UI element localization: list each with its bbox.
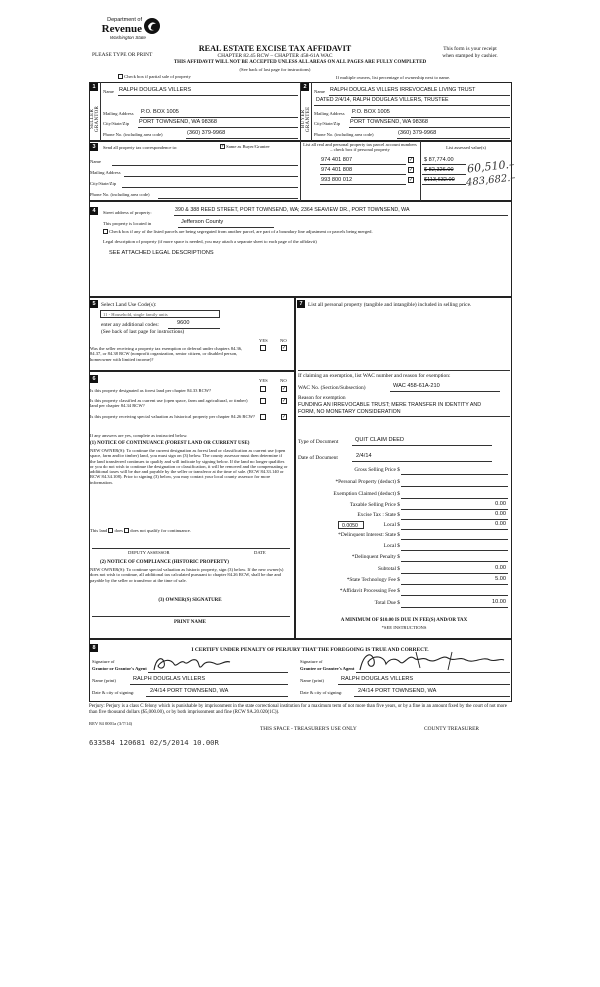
buyer-name-field-1[interactable]: RALPH DOUGLAS VILLERS IRREVOCABLE LIVING TRUST xyxy=(330,87,476,93)
seller-city-field[interactable]: PORT TOWNSEND, WA 98368 xyxy=(139,119,218,125)
tax-line-label-2: Exemption Claimed (deduct) $ xyxy=(333,491,400,497)
same-as-buyer-row xyxy=(220,144,270,149)
additional-codes-field[interactable]: 9600 xyxy=(177,320,190,326)
tax-line-label-11: *Affidavit Processing Fee $ xyxy=(339,588,400,594)
owner-signature-label: (3) OWNER(S) SIGNATURE xyxy=(158,598,222,603)
grantee-name-label: Name (print) xyxy=(300,678,324,683)
buyer-name-field-2[interactable]: DATED 2/4/14, RALPH DOUGLAS VILLERS, TRUSTEE xyxy=(316,97,449,103)
street-address-field[interactable]: 390 & 388 REED STREET, PORT TOWNSEND, WA; 2364 SEAVIEW DR., PORT TOWNSEND, WA xyxy=(175,207,410,213)
buyer-city-label: City/State/Zip xyxy=(314,121,341,126)
personal-property-label: List all personal property (tangible and intangible) included in selling price. xyxy=(308,302,472,308)
section-7-number: 7 xyxy=(297,300,305,308)
buyer-phone-label: Phone No. (including area code) xyxy=(314,132,374,137)
tax-line-label-0: Gross Selling Price $ xyxy=(354,467,400,473)
s5-yes-header: YES xyxy=(259,338,268,343)
tax-line-label-1: *Personal Property (deduct) $ xyxy=(335,479,400,485)
seller-phone-field[interactable]: (360) 379-9968 xyxy=(187,130,226,136)
q2-no-checkbox[interactable]: ✓ xyxy=(282,398,287,404)
receipt-note-1: This form is your receipt xyxy=(443,46,497,52)
qualify-label: qualify for continuance. xyxy=(146,528,191,533)
s5-no-checkbox[interactable]: ✓ xyxy=(282,345,287,351)
treasurer-only-label: THIS SPACE - TREASURER'S USE ONLY xyxy=(260,726,357,732)
s6-yes-header: YES xyxy=(259,378,268,383)
doc-type-field[interactable]: QUIT CLAIM DEED xyxy=(355,437,405,443)
form-warning: THIS AFFIDAVIT WILL NOT BE ACCEPTED UNLESS ALL AREAS ON ALL PAGES ARE FULLY COMPLETED xyxy=(173,60,427,65)
logo-text-revenue: Revenue xyxy=(101,23,142,35)
seller-name-field[interactable]: RALPH DOUGLAS VILLERS xyxy=(119,87,192,93)
additional-codes-label: enter any additional codes: xyxy=(101,322,159,328)
current-use-question: Is this property classified as current use (open space, farm and agricultural, or timber) land per chapter 84.34 RCW? xyxy=(90,398,248,409)
assessed-value-2[interactable]: $ 82,326.00 xyxy=(424,167,454,173)
tax-line-value-12[interactable]: 10.00 xyxy=(492,599,506,605)
parcel-2-personal-checkbox[interactable]: ✓ xyxy=(409,167,414,173)
s5-yes-checkbox[interactable] xyxy=(260,345,266,351)
grantee-signature-icon xyxy=(356,648,506,674)
this-land-label: This land xyxy=(90,528,108,533)
doc-date-label: Date of Document xyxy=(298,455,338,461)
buyer-mailing-field[interactable]: P.O. BOX 1005 xyxy=(352,109,390,115)
partial-sale-row xyxy=(118,74,191,79)
tax-line-label-4: Excise Tax : State $ xyxy=(357,512,400,518)
wac-label: WAC No. (Section/Subsection) xyxy=(298,385,366,391)
seller-mailing-label: Mailing Address xyxy=(103,111,134,116)
land-use-select[interactable] xyxy=(100,310,220,318)
buyer-city-field[interactable]: PORT TOWNSEND, WA 98368 xyxy=(350,119,429,125)
buyer-name-label: Name xyxy=(314,89,325,94)
tax-line-value-4[interactable]: 0.00 xyxy=(495,511,506,517)
rev-number: REV 84 0001a (3/7/14) xyxy=(89,721,133,726)
section-4-number: 4 xyxy=(90,207,98,215)
section-3-number: 3 xyxy=(90,143,98,151)
tax-line-label-10: *State Technology Fee $ xyxy=(346,577,400,583)
tax-line-value-9[interactable]: 0.00 xyxy=(495,565,506,571)
assessed-value-3[interactable]: $113,632.00 xyxy=(424,177,455,183)
handwritten-value-1: 60,510.– xyxy=(466,157,516,176)
s3-phone-label: Phone No. (including area code) xyxy=(90,192,150,197)
buyer-side-label: BUYER GRANTEE xyxy=(301,106,311,132)
tax-line-value-10[interactable]: 5.00 xyxy=(495,576,506,582)
compliance-text: NEW OWNER(S): To continue special valuation as historic property, sign (3) below. If the new owner(s) does not wish to continue, all additional tax calculated pursuant to chapter 84.26 RCW, shall be due and payable by the seller or transferor at the time of sale. xyxy=(90,567,284,583)
same-as-buyer-checkbox[interactable]: ✓ xyxy=(221,144,226,150)
tax-line-value-5[interactable]: 0.00 xyxy=(495,521,506,527)
minimum-due-note: A MINIMUM OF $10.00 IS DUE IN FEE(S) AND/OR TAX xyxy=(340,618,468,623)
receipt-note-2: when stamped by cashier. xyxy=(442,53,498,59)
grantor-signature-icon xyxy=(150,652,234,674)
forest-land-question: Is this property designated as forest land per chapter 84.33 RCW? xyxy=(90,388,212,393)
deputy-assessor-label: DEPUTY ASSESSOR xyxy=(128,550,170,555)
cashier-stamp: 633584 120681 02/5/2014 10.00R xyxy=(89,738,219,747)
local-rate-value: 0.0050 xyxy=(342,522,358,529)
seller-side-label: SELLER GRANTOR xyxy=(90,105,100,133)
section-8-number: 8 xyxy=(90,644,98,652)
tax-line-label-12: Total Due $ xyxy=(374,600,400,606)
located-in-label: This property is located in xyxy=(103,221,152,226)
parcel-number-2[interactable]: 974 401 808 xyxy=(321,167,353,173)
form-chapters: CHAPTER 82.45 RCW – CHAPTER 458-61A WAC xyxy=(217,53,333,59)
section-6-number: 6 xyxy=(90,375,98,383)
seller-mailing-field[interactable]: P.O. BOX 1005 xyxy=(141,109,179,115)
grantor-label: Grantor or Grantor's Agent xyxy=(92,666,147,671)
seller-phone-label: Phone No. (including area code) xyxy=(103,132,163,137)
tax-line-label-3: Taxable Selling Price $ xyxy=(349,502,400,508)
grantee-date-label: Date & city of signing: xyxy=(300,690,343,695)
reason-label: Reason for exemption xyxy=(298,395,346,401)
s6-no-header: NO xyxy=(280,378,287,383)
does-not-label: does not xyxy=(130,528,146,533)
continuance-row xyxy=(90,528,191,533)
q1-yes-checkbox[interactable] xyxy=(260,386,266,392)
local-rate-box[interactable] xyxy=(338,521,364,529)
land-use-see-back: (See back of last page for instructions) xyxy=(101,329,185,335)
boundary-checkbox[interactable] xyxy=(103,229,108,234)
land-use-label: Select Land Use Code(s): xyxy=(101,302,157,308)
continuance-text: NEW OWNER(S): To continue the current designation as forest land or classification as current use (open space, farm and/or timber) land, you must sign on (3) below. The county assessor must then determine if the land transferred continues to qualify and will indicate by signing below. If the land no longer qualifies or you do not wish to continue the designation or classification, it will be removed and the compensating or additional taxes will be due and payable by the seller or transferor at the time of sale. (RCW 84.33.140 or RCW 84.34.108). Prior to signing (3) below, you may contact your local county assessor for more information. xyxy=(90,448,288,485)
s5-no-header: NO xyxy=(280,338,287,343)
does-checkbox[interactable] xyxy=(108,528,113,533)
logo-text-washington: Washington State xyxy=(109,35,146,40)
section-2-number: 2 xyxy=(301,83,309,91)
parcel-number-3[interactable]: 993 800 012 xyxy=(321,177,353,183)
q2-yes-checkbox[interactable] xyxy=(260,398,266,404)
grantee-date-field[interactable]: 2/4/14 PORT TOWNSEND, WA xyxy=(358,688,437,694)
county-treasurer-label: COUNTY TREASURER xyxy=(424,726,479,732)
tax-line-label-9: Subtotal $ xyxy=(377,566,400,572)
partial-sale-checkbox[interactable] xyxy=(118,74,123,79)
grantee-name-field[interactable]: RALPH DOUGLAS VILLERS xyxy=(341,676,414,682)
parcel-number-1[interactable]: 974 401 807 xyxy=(321,157,353,163)
multiple-owners-note: If multiple owners, list percentage of ownership next to name. xyxy=(336,75,451,80)
grantee-sig-label: Signature of xyxy=(300,659,323,664)
q3-yes-checkbox[interactable] xyxy=(260,414,266,420)
legal-description-label: Legal description of property (if more space is needed, you may attach a separate sheet to each page of the affidavit) xyxy=(103,239,317,244)
grantor-date-field[interactable]: 2/4/14 PORT TOWNSEND, WA xyxy=(150,688,229,694)
grantor-name-label: Name (print) xyxy=(92,678,116,683)
print-name-label: PRINT NAME xyxy=(174,620,206,625)
grantor-name-field[interactable]: RALPH DOUGLAS VILLERS xyxy=(133,676,206,682)
grantor-date-label: Date & city of signing: xyxy=(92,690,135,695)
county-field[interactable]: Jefferson County xyxy=(181,219,224,225)
exemption-question: Was the seller receiving a property tax exemption or deferral under chapters 84.36, 84.37, or 84.38 RCW (nonprofit organization, senior citizen, or disabled person, homeowner with limited income)? xyxy=(90,346,243,362)
reason-field-2[interactable]: FORM, NO MONETARY CONSIDERATION xyxy=(298,409,401,415)
continuance-title: (1) NOTICE OF CONTINUANCE (FOREST LAND OR CURRENT USE) xyxy=(90,441,250,446)
section-1-number: 1 xyxy=(90,83,98,91)
see-instructions-note: *SEE INSTRUCTIONS xyxy=(381,625,427,630)
wac-field[interactable]: WAC 458-61A-210 xyxy=(393,383,440,389)
doc-type-label: Type of Document xyxy=(298,439,339,445)
parcel-header: List all real and personal property tax parcel account numbers – check box if personal property xyxy=(303,142,417,153)
tax-line-label-8: *Delinquent Penalty $ xyxy=(351,554,400,560)
boundary-row xyxy=(103,229,508,234)
street-address-label: Street address of property: xyxy=(103,210,152,215)
s3-mailing-label: Mailing Address xyxy=(90,170,121,175)
doc-date-field[interactable]: 2/4/14 xyxy=(356,453,372,459)
exemption-claim-label: If claiming an exemption, list WAC number and reason for exemption: xyxy=(298,373,451,379)
historic-question: Is this property receiving special valuation as historical property per chapter 84.26 RCW? xyxy=(90,414,255,419)
grantee-label: Grantee or Grantee's Agent xyxy=(300,666,355,671)
reason-field-1[interactable]: FUNDING AN IRREVOCABLE TRUST; MERE TRANSFER IN IDENTITY AND xyxy=(298,402,482,408)
seller-name-label: Name xyxy=(103,89,114,94)
please-type-label: PLEASE TYPE OR PRINT xyxy=(92,52,153,58)
logo-swirl-icon xyxy=(143,17,161,35)
q3-no-checkbox[interactable]: ✓ xyxy=(282,414,287,420)
does-label: does xyxy=(114,528,123,533)
does-not-checkbox[interactable] xyxy=(124,528,129,533)
compliance-title: (2) NOTICE OF COMPLIANCE (HISTORIC PROPERTY) xyxy=(100,560,229,565)
s3-name-label: Name xyxy=(90,159,101,164)
assessed-value-1[interactable]: $ 87,774.00 xyxy=(424,157,454,163)
boundary-label: Check box if any of the listed parcels are being segregated from another parcel, are part of a boundary line adjustment or parcels being merged. xyxy=(109,229,373,234)
legal-description-field[interactable]: SEE ATTACHED LEGAL DESCRIPTIONS xyxy=(109,250,214,256)
perjury-note: Perjury: Perjury is a class C felony which is punishable by imprisonment in the state correctional institution for a maximum term of not more than five years, or by a fine in an amount fixed by the court of not more than five thousand dollars ($5,000.00), or by both imprisonment and fine (RCW 9A.20.020(1C)). xyxy=(89,704,507,715)
logo-text-department: Department of xyxy=(107,17,142,23)
s3-city-label: City/State/Zip xyxy=(90,181,117,186)
tax-line-value-3[interactable]: 0.00 xyxy=(495,501,506,507)
tax-line-label-7: Local $ xyxy=(383,543,400,549)
land-use-select-value: 11 - Household, single family units xyxy=(103,312,168,317)
same-as-buyer-label: Same as Buyer/Grantee xyxy=(226,144,270,149)
buyer-phone-field[interactable]: (360) 379-9968 xyxy=(398,130,437,136)
grantor-sig-label: Signature of xyxy=(92,659,115,664)
tax-line-label-6: *Delinquent Interest: State $ xyxy=(338,532,400,538)
correspondence-label: Send all property tax correspondence to: xyxy=(103,145,178,150)
tax-line-label-5: Local $ xyxy=(383,522,400,528)
if-yes-note: If any answers are yes, complete as instructed below. xyxy=(90,433,188,438)
parcel-1-personal-checkbox[interactable]: ✓ xyxy=(409,157,414,163)
partial-sale-label: Check box if partial sale of property xyxy=(124,74,191,79)
certify-statement: I CERTIFY UNDER PENALTY OF PERJURY THAT THE FOREGOING IS TRUE AND CORRECT. xyxy=(191,647,429,653)
deputy-date-label: DATE xyxy=(254,550,266,555)
buyer-mailing-label: Mailing Address xyxy=(314,111,345,116)
section-5-number: 5 xyxy=(90,300,98,308)
assessed-header: List assessed value(s) xyxy=(446,145,486,150)
parcel-3-personal-checkbox[interactable]: ✓ xyxy=(409,177,414,183)
handwritten-value-2: 483,682.– xyxy=(465,172,516,189)
seller-city-label: City/State/Zip xyxy=(103,121,130,126)
form-see-back: (See back of last page for instructions) xyxy=(239,67,311,72)
q1-no-checkbox[interactable]: ✓ xyxy=(282,386,287,392)
revenue-logo xyxy=(92,15,160,49)
form-title: REAL ESTATE EXCISE TAX AFFIDAVIT xyxy=(198,44,352,53)
